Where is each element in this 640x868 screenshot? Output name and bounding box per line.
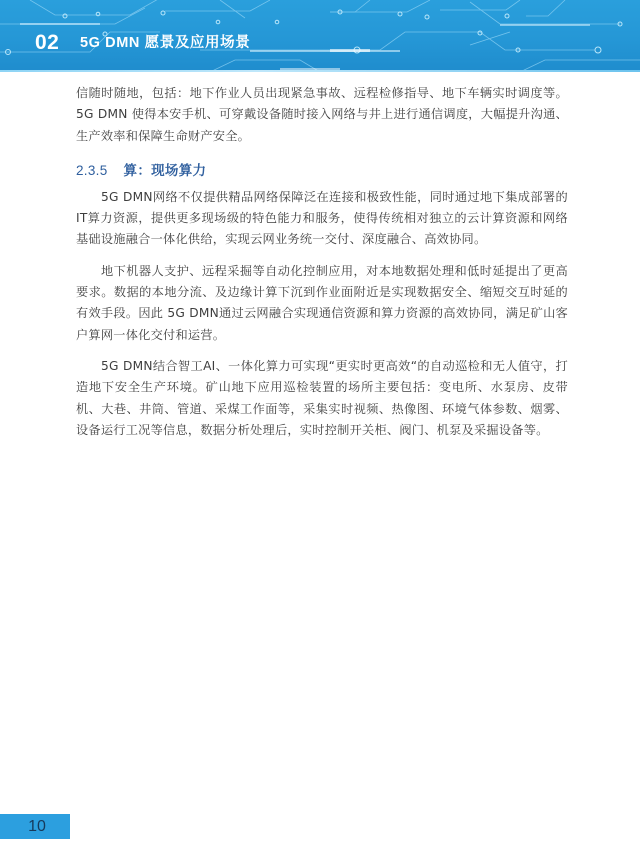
intro-paragraph: 信随时随地，包括：地下作业人员出现紧急事故、远程检修指导、地下车辆实时调度等。5G DMN 使得本安手机、可穿戴设备随时接入网络与井上进行通信调度，大幅提升沟通、生产效率和保障生命财产安全。 [76,86,568,143]
paragraph-spacer [76,346,568,356]
banner-bottom-edge [0,70,640,72]
paragraph: 5G DMN网络不仅提供精品网络保障泛在连接和极致性能，同时通过地下集成部署的IT算力资源，提供更多现场级的特色能力和服务，使得传统相对独立的云计算资源和网络基础设施融合一体化供给，实现云网业务统一交付、深度融合、高效协同。 [76,189,568,247]
paragraph: 地下机器人支护、远程采掘等自动化控制应用，对本地数据处理和低时延提出了更高要求。数据的本地分流、及边缘计算下沉到作业面附近是实现数据安全、缩短交互时延的有效手段。因此 5G DMN通过云网融合实现通信资源和算力资源的高效协同，满足矿山客户算网一体化交付和运营。 [76,263,568,342]
section-heading [76,161,568,181]
page-number-badge: 10 [0,814,70,839]
chapter-number: 02 [35,31,60,54]
section-title: 算：现场算力 [123,162,207,179]
document-body [76,83,568,441]
chapter-title: 5G DMN 愿景及应用场景 [80,35,251,51]
paragraph-spacer [76,251,568,261]
paragraph: 5G DMN结合智工AI、一体化算力可实现“更实时更高效“的自动巡检和无人值守，打造地下安全生产环境。矿山地下应用巡检装置的场所主要包括：变电所、水泵房、皮带机、大巷、井筒、管道、采煤工作面等，采集实时视频、热像图、环境气体参数、烟雾、设备运行工况等信息，数据分析处理后，实时控制开关柜、阀门、机泵及采掘设备等。 [76,358,568,437]
section-number: 2.3.5 [76,162,108,178]
chapter-header-banner [0,0,640,72]
